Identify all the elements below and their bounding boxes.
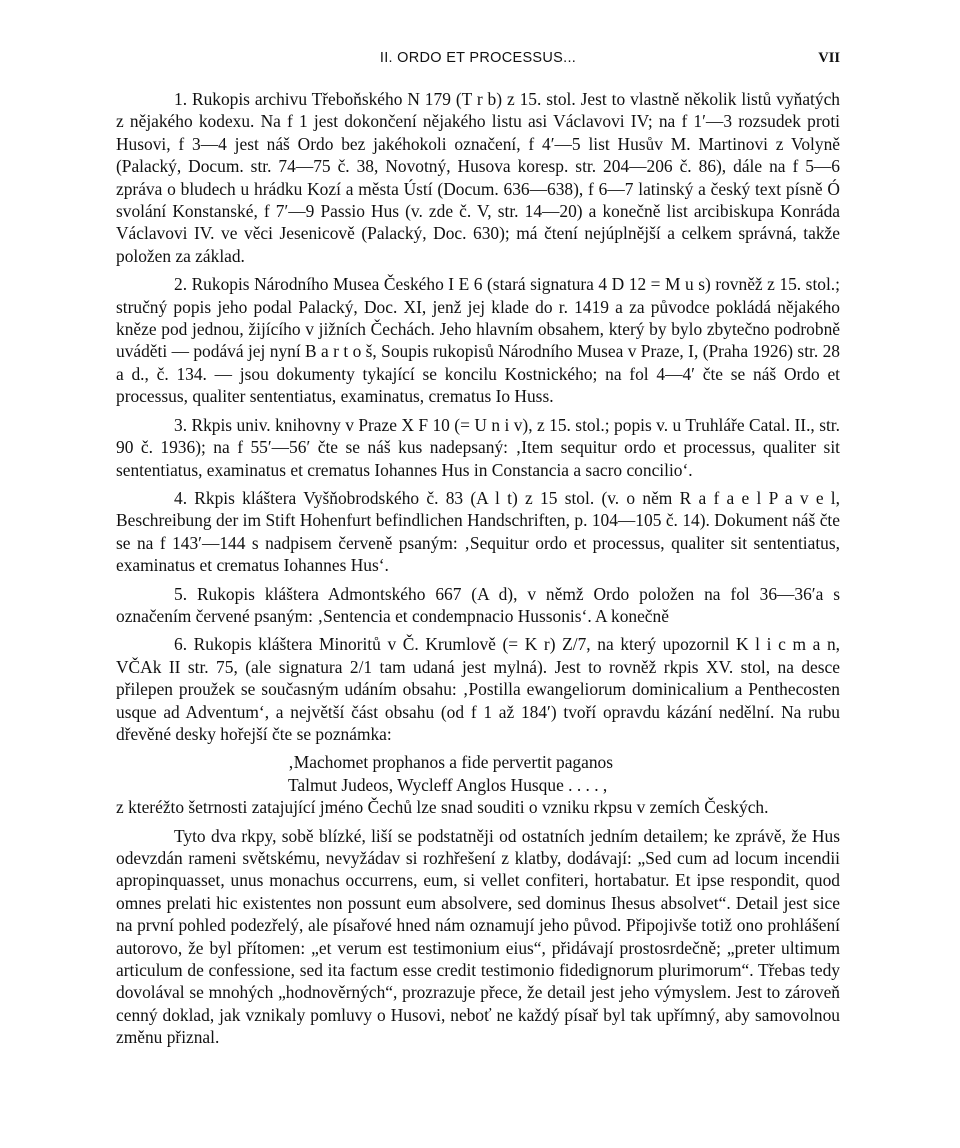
page-number: VII: [818, 50, 840, 66]
page-header: [116, 50, 840, 74]
paragraph-final: Tyto dva rkpy, sobě blízké, liší se podstatněji od ostatních jedním detailem; ke zprávě, že Hus odevzdán rameni světskému, nevyžádav si rozhřešení z klatby, dodávají: „Sed cum ad locum incendii apropinquasset, unus monachus occurrens, eum, si vellet confiteri, hortabatur. Et ipse respondit, quod omnes prelati hic existentes non possunt eum absolvere, sed dominus Ihesus absolvet“. Detail jest sice na první pohled podezřelý, ale písařové hned nám oznamují jeho původ. Připojivše totiž ono prohlášení autorovo, že byl přítomen: „et verum est testimonium eius“, přidávají prostosrdečně; „preter ultimum articulum de confessione, sed ita factum esse credit testimonio fidedignorum plurimorum“. Třebas tedy dovolával se mnohých „hodnověrných“, prozrazuje přece, že detail jest jeho výmyslem. Jest to zároveň cenný doklad, jak vznikaly pomluvy o Husovi, neboť ne každý písař byl tak upřímný, aby samovolnou změnu přiznal.: [116, 825, 840, 1048]
paragraph-manuscript-3: 3. Rkpis univ. knihovny v Praze X F 10 (= U n i v), z 15. stol.; popis v. u Truhláře Catal. II., str. 90 č. 1936); na f 55′—56′ čte se náš kus nadepsaný: ‚Item sequitur ordo et processus, qualiter sit sententiatus, examinatus et crematus Iohannes Hus in Constancia a sacro concilio‘.: [116, 414, 840, 480]
paragraph-continuation: z kteréžto šetrnosti zatajující jméno Čechů lze snad souditi o vzniku rkpsu v zemích Českých.: [116, 797, 769, 818]
paragraph-manuscript-1: 1. Rukopis archivu Třeboňského N 179 (T r b) z 15. stol. Jest to vlastně několik listů vyňatých z nějakého kodexu. Na f 1 jest dokončení nějakého listu asi Václavovi IV; na f 1′—3 rozsudek proti Husovi, f 3—4 jest náš Ordo bez jakéhokoli označení, f 4′—5 list Husův M. Martinovi z Volyně (Palacký, Docum. str. 74—75 č. 38, Novotný, Husova koresp. str. 204—206 č. 86), dále na f 5—6 zpráva o bludech u hrádku Kozí a města Ústí (Docum. 636—638), f 6—7 latinský a český text písně Ó svolání Konstanské, f 7′—9 Passio Hus (v. zde č. V, str. 14—20) a konečně list arcibiskupa Konráda Václavovi IV. ve věci Jesenicově (Palacký, Doc. 630); má čtení nejúplnější a celkem správná, takže položen za základ.: [116, 89, 840, 266]
verse-line-2: Talmut Judeos, Wycleff Anglos Husque . . . . ,: [288, 774, 608, 795]
paragraph-manuscript-4: 4. Rkpis kláštera Vyšňobrodského č. 83 (A l t) z 15 stol. (v. o něm R a f a e l P a v e l, Beschreibung der im Stift Hohenfurt befindlichen Handschriften, p. 104—105 č. 14). Dokument náš čte se na f 143′—144 s nadpisem červeně psaným: ‚Sequitur ordo et processus, qualiter sit sententiatus, examinatus et crematus Iohannes Hus‘.: [116, 487, 840, 576]
running-title: II. ORDO ET PROCESSUS...: [379, 50, 577, 66]
paragraph-manuscript-5: 5. Rukopis kláštera Admontského 667 (A d), v němž Ordo položen na fol 36—36′a s označením červené psaným: ‚Sentencia et condempnacio Hussonis‘. A konečně: [116, 583, 840, 626]
page-body: [116, 88, 840, 1055]
verse-line-1: ‚Machomet prophanos a fide pervertit paganos: [288, 752, 613, 773]
verse-quote: [288, 751, 840, 796]
paragraph-manuscript-2: 2. Rukopis Národního Musea Českého I E 6 (stará signatura 4 D 12 = M u s) rovněž z 15. stol.; stručný popis jeho podal Palacký, Doc. XI, jenž jej klade do r. 1419 a za původce pokládá nějakého kněze pod jednou, žijícího v jižních Čechách. Jeho hlavním obsahem, který by bylo zbytečno podrobně uváděti — podává jej nyní B a r t o š, Soupis rukopisů Národního Musea v Praze, I, (Praha 1926) str. 28 a d., č. 134. — jsou dokumenty tykající se koncilu Kostnického; na fol 4—4′ čte se náš Ordo et processus, qualiter sententiatus, examinatus, crematus Io Huss.: [116, 274, 840, 407]
paragraph-manuscript-6: 6. Rukopis kláštera Minoritů v Č. Krumlově (= K r) Z/7, na který upozornil K l i c m a n, VČAk II str. 75, (ale signatura 2/1 tam udaná jest mylná). Jest to rovněž rkpis XV. stol, na desce přilepen proužek se současným udáním obsahu: ‚Postilla ewangeliorum dominicalium a Penthecosten usque ad Adventum‘, a největší část obsahu (od f 1 až 184′) tvoří opravdu kázání nedělní. Na rubu dřevěné desky hořejší čte se poznámka:: [116, 634, 840, 744]
